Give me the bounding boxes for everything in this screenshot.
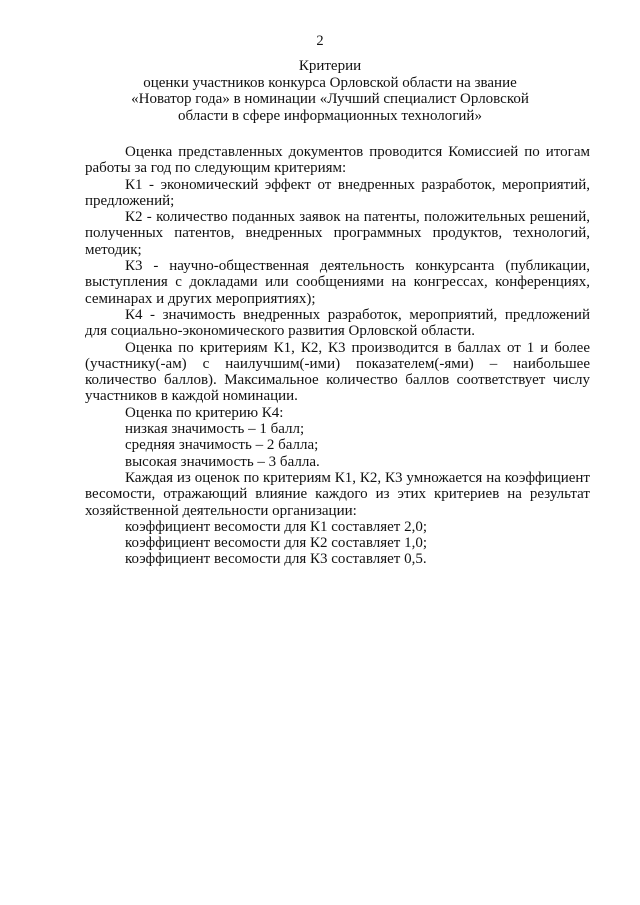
document-body [85, 144, 590, 568]
title-line: области в сфере информационных технологий» [178, 107, 482, 124]
k4-level-item: высокая значимость – 3 балла. [125, 453, 320, 470]
k4-level-item: низкая значимость – 1 балл; [125, 421, 305, 438]
k4-level-item: средняя значимость – 2 балла; [125, 437, 319, 454]
criterion-k3: К3 - научно-общественная деятельность конкурсанта (публикации, выступления с докладами или сообщениями на конгрессах, конференциях, семинарах и других мероприятиях); [85, 258, 590, 307]
k4-scoring-header: Оценка по критерию К4: [125, 404, 284, 421]
title-line: оценки участников конкурса Орловской области на звание [143, 74, 517, 91]
criterion-k1: К1 - экономический эффект от внедренных разработок, мероприятий, предложений; [85, 176, 590, 209]
title-line: «Новатор года» в номинации «Лучший специалист Орловской [131, 91, 529, 107]
intro-paragraph: Оценка представленных документов проводится Комиссией по итогам работы за год по следующим критериям: [85, 144, 590, 177]
criterion-k2: К2 - количество поданных заявок на патенты, положительных решений, полученных патентов, внедренных программных продуктов, технологий, методик; [85, 209, 590, 258]
title-line: Критерии [298, 58, 362, 74]
page-number: 2 [316, 33, 324, 49]
weight-item: коэффициент весомости для К2 составляет 1,0; [125, 535, 427, 552]
weight-item: коэффициент весомости для К1 составляет 2,0; [125, 518, 427, 535]
criterion-k4: К4 - значимость внедренных разработок, мероприятий, предложений для социально-экономического развития Орловской области. [85, 306, 590, 340]
weighting-paragraph: Каждая из оценок по критериям К1, К2, К3 умножается на коэффициент весомости, отражающий влияние каждого из этих критериев на результат хозяйственной деятельности организации: [85, 469, 590, 519]
weight-item: коэффициент весомости для К3 составляет 0,5. [125, 551, 427, 568]
scoring-paragraph: Оценка по критериям К1, К2, К3 производится в баллах от 1 и более (участнику(-ам) с наилучшим(-ими) показателем(-ями) – наибольшее количество баллов). Максимальное количество баллов соответствует числу участников в каждой номинации. [85, 339, 590, 405]
document-title [110, 58, 550, 124]
